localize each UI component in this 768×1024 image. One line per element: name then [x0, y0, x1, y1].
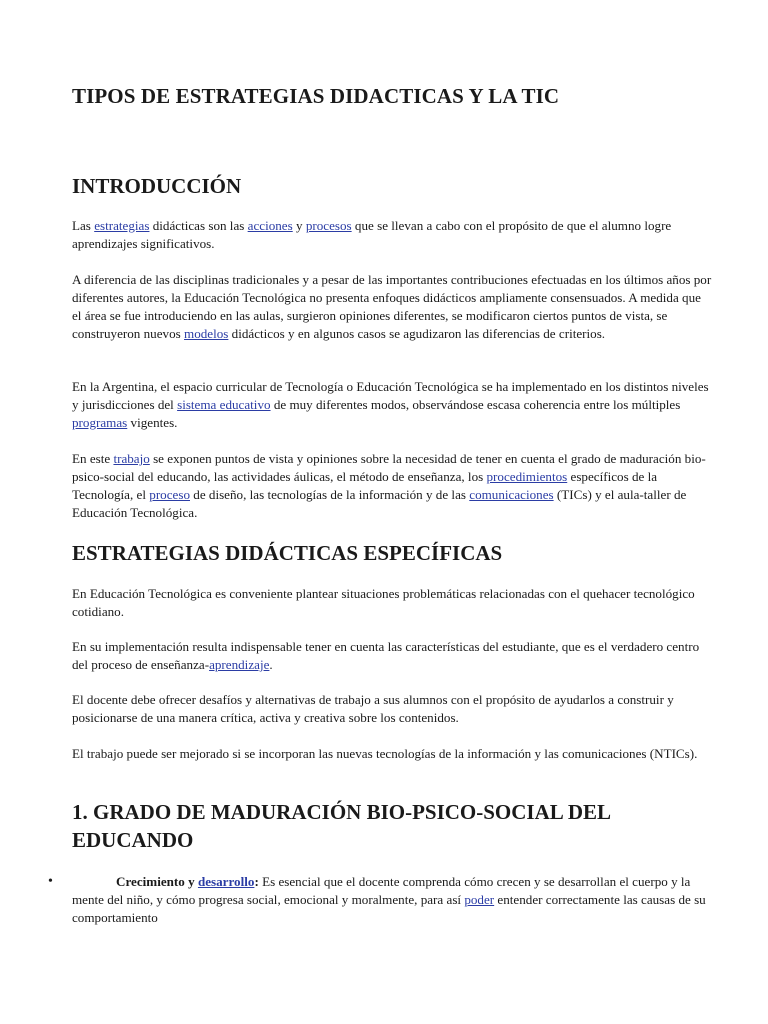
text-span: específicos de la Tecnología, el [72, 469, 658, 502]
text-span: se exponen puntos de vista y opiniones sobre la necesidad de tener en cuenta el grado de maduración bio-psico-social del educando, las actividades áulicas, el método de enseñanza, los [72, 451, 706, 484]
link-programas[interactable]: programas [72, 415, 128, 430]
text-span: vigentes. [127, 415, 178, 430]
heading-introduccion: INTRODUCCIÓN [72, 174, 242, 198]
paragraph-3 [72, 378, 712, 432]
text-span: Es esencial que el docente comprenda cómo crecen y se desarrollan el cuerpo y la mente del niño, y cómo progresa social, emocional y moralmente, para así [72, 874, 691, 907]
heading-line: EDUCANDO [72, 828, 194, 852]
bullet-lead: Crecimiento y [116, 874, 198, 889]
link-desarrollo[interactable]: desarrollo [197, 874, 255, 889]
text-span: de diseño, las tecnologías de la información y de las [190, 487, 470, 502]
text-span: y [292, 218, 306, 233]
text-span: (TICs) y el aula-taller de Educación Tecnológica. [72, 487, 687, 520]
heading-line: 1. GRADO DE MADURACIÓN BIO-PSICO-SOCIAL DEL [72, 800, 612, 824]
heading-grado-maduracion [72, 798, 611, 854]
text-span: que se llevan a cabo con el propósito de que el alumno logre aprendizajes significativos. [72, 218, 672, 251]
text-span: En la Argentina, el espacio curricular de Tecnología o Educación Tecnológica se ha implementado en los distintos niveles y jurisdicciones del [72, 379, 709, 412]
link-procesos[interactable]: procesos [305, 218, 352, 233]
link-sistema-educativo[interactable]: sistema educativo [177, 397, 271, 412]
link-procedimientos[interactable]: procedimientos [486, 469, 568, 484]
text-span: de muy diferentes modos, observándose escasa coherencia entre los múltiples [270, 397, 681, 412]
bullet-text [72, 873, 712, 927]
text-span: didácticos y en algunos casos se agudizaron las diferencias de criterios. [228, 326, 606, 341]
heading-estrategias-especificas: ESTRATEGIAS DIDÁCTICAS ESPECÍFICAS [72, 541, 503, 565]
text-span: . [269, 657, 273, 672]
link-acciones[interactable]: acciones [247, 218, 293, 233]
link-poder[interactable]: poder [464, 892, 495, 907]
link-comunicaciones[interactable]: comunicaciones [469, 487, 554, 502]
link-trabajo[interactable]: trabajo [113, 451, 150, 466]
link-proceso[interactable]: proceso [149, 487, 190, 502]
text-span: didácticas son las [149, 218, 248, 233]
text-span: Las [72, 218, 95, 233]
text-span: entender correctamente las causas de su comportamiento [72, 892, 706, 925]
link-modelos[interactable]: modelos [184, 326, 229, 341]
paragraph-6 [72, 638, 712, 674]
link-aprendizaje[interactable]: aprendizaje [209, 657, 270, 672]
bullet-icon: • [48, 874, 53, 889]
document-title: TIPOS DE ESTRATEGIAS DIDACTICAS Y LA TIC [72, 84, 560, 108]
text-span: En su implementación resulta indispensable tener en cuenta las características del estudiante, que es el verdadero centro del proceso de enseñanza- [72, 639, 700, 672]
link-estrategias[interactable]: estrategias [94, 218, 150, 233]
paragraph-5: En Educación Tecnológica es conveniente plantear situaciones problemáticas relacionadas con el quehacer tecnológico cotidiano. [72, 586, 695, 619]
paragraph-4 [72, 450, 712, 522]
text-span: A diferencia de las disciplinas tradicionales y a pesar de las importantes contribuciones efectuadas en los últimos años por diferentes autores, la Educación Tecnológica no presenta enfoques didácticos ampliamente consensuados. A medida que el área se fue introduciendo en las aulas, surgieron opiniones diferentes, se modificaron ciertos puntos de vista, se construyeron nuevos [72, 272, 712, 341]
paragraph-1 [72, 217, 712, 253]
text-span: En este [72, 451, 114, 466]
paragraph-7: El docente debe ofrecer desafíos y alternativas de trabajo a sus alumnos con el propósito de ayudarlos a construir y posicionarse de una manera crítica, activa y creativa sobre los contenidos. [72, 692, 674, 725]
paragraph-8: El trabajo puede ser mejorado si se incorporan las nuevas tecnologías de la información y las comunicaciones (NTICs). [72, 746, 698, 761]
paragraph-2 [72, 271, 712, 343]
bullet-colon: : [254, 874, 259, 889]
